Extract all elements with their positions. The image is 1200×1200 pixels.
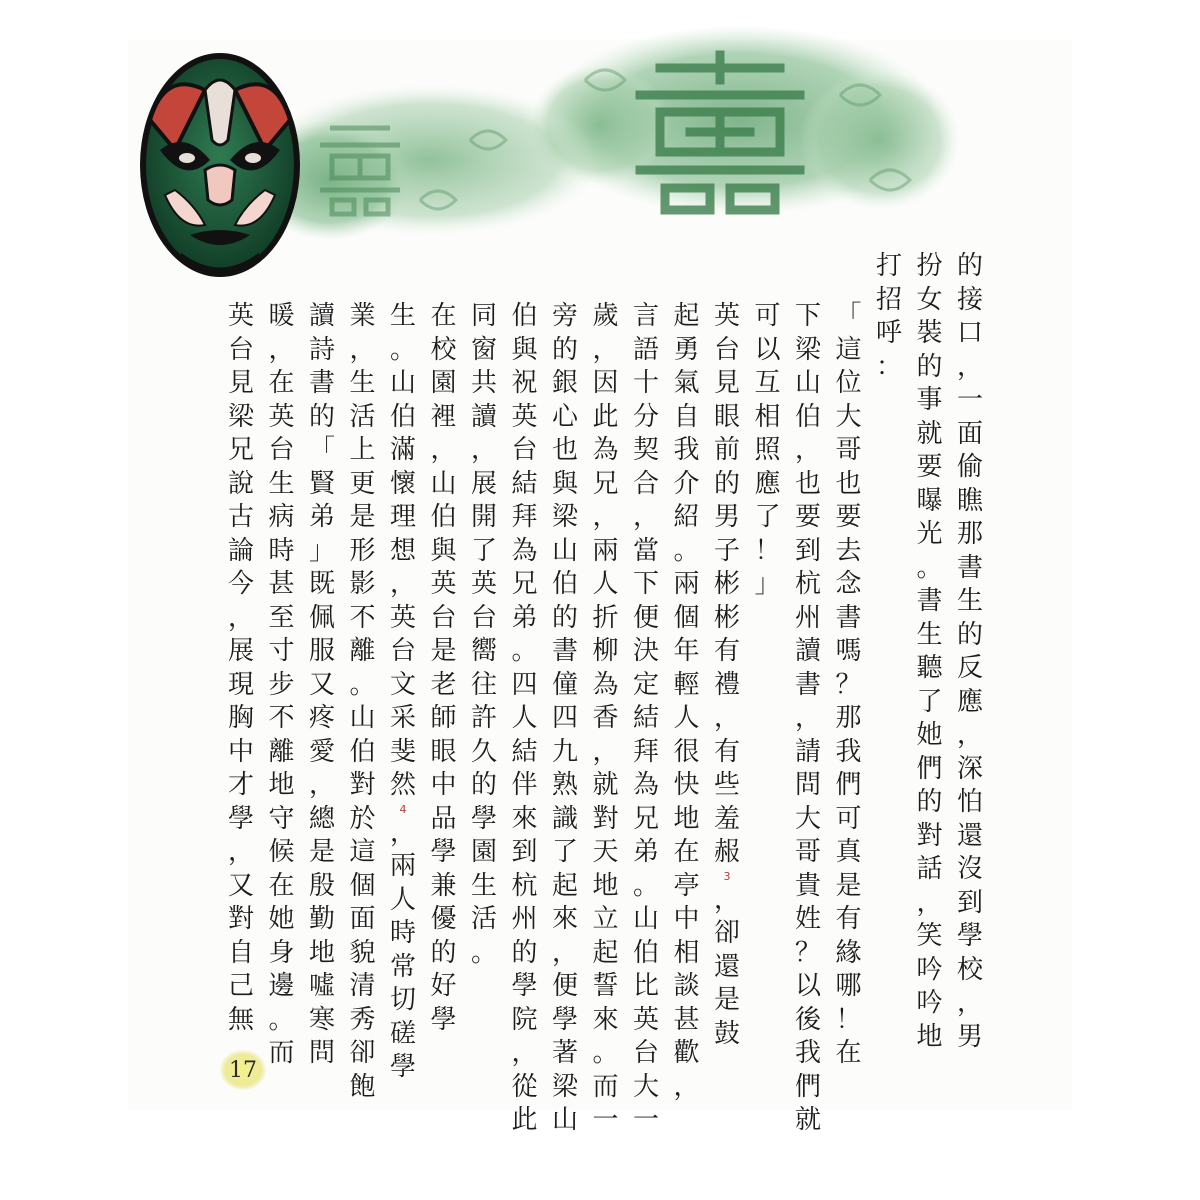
text-column: 下 梁 山 伯 ， 也 要 到 杭 州 讀 書 ， 請 問 大 哥 貴 姓 ？ 以 後 我 們 就 [794, 301, 821, 1135]
text-column: 旁 的 銀 心 也 與 梁 山 伯 的 書 僮 四 九 熟 識 了 起 來 ， 便 學 著 梁 山 [551, 301, 578, 1135]
footnote-marker: 4 [399, 802, 407, 816]
text-column: 同 窗 共 讀 ， 展 開 了 英 台 嚮 往 許 久 的 學 園 生 活 。 [470, 301, 497, 968]
text-column: 起 勇 氣 自 我 介 紹 。 兩 個 年 輕 人 很 快 地 在 亭 中 相 談 甚 歡 ， [673, 301, 700, 1102]
footnote-marker: 3 [723, 869, 731, 883]
text-column: 業 ， 生 活 上 更 是 形 影 不 離 。 山 伯 對 於 這 個 面 貌 清 秀 卻 飽 [349, 301, 376, 1102]
opera-mask-icon [140, 53, 300, 277]
text-column: 生 。 山 伯 滿 懷 理 想 ， 英 台 文 采 斐 然 4 ， 兩 人 時 常 切 磋 學 [383, 300, 423, 1085]
text-column: 英 台 見 眼 前 的 男 子 彬 彬 有 禮 ， 有 些 羞 赧 3 ， 卻 還 是 鼓 [707, 300, 747, 1051]
text-column: 英 台 見 梁 兄 說 古 論 今 ， 展 現 胸 中 才 學 ， 又 對 自 己 無 [227, 301, 254, 1035]
text-column: 歲 ， 因 此 為 兄 ， 兩 人 折 柳 為 香 ， 就 對 天 地 立 起 誓 來 。 而 一 [592, 301, 619, 1135]
text-column: 讀 詩 書 的 「 賢 弟 」 既 佩 服 又 疼 愛 ， 總 是 殷 勤 地 噓 寒 問 [308, 301, 335, 1068]
text-column: 言 語 十 分 契 合 ， 當 下 便 決 定 結 拜 為 兄 弟 。 山 伯 比 英 台 大 一 [632, 301, 659, 1135]
text-column: 的 接 口 ， 一 面 偷 瞧 那 書 生 的 反 應 ， 深 怕 還 沒 到 學 校 ， 男 [956, 251, 983, 1052]
text-column: 伯 與 祝 英 台 結 拜 為 兄 弟 。 四 人 結 伴 來 到 杭 州 的 學 院 ， 從 此 [511, 301, 538, 1135]
text-column: 暖 ， 在 英 台 生 病 時 甚 至 寸 步 不 離 地 守 候 在 她 身 邊 。 而 [268, 301, 295, 1068]
text-column: 「 這 位 大 哥 也 要 去 念 書 嗎 ？ 那 我 們 可 真 是 有 緣 哪 ！ 在 [835, 301, 862, 1068]
text-column: 打 招 呼 ： [875, 251, 902, 382]
page-number-badge [220, 1050, 266, 1090]
page-number: 17 [229, 1057, 257, 1083]
text-column: 在 校 園 裡 ， 山 伯 與 英 台 是 老 師 眼 中 品 學 兼 優 的 好 學 [430, 301, 457, 1035]
text-column: 可 以 互 相 照 應 了 ！ 」 [754, 301, 781, 599]
text-column: 扮 女 裝 的 事 就 要 曝 光 。 書 生 聽 了 她 們 的 對 話 ， 笑 吟 吟 地 [916, 251, 943, 1052]
